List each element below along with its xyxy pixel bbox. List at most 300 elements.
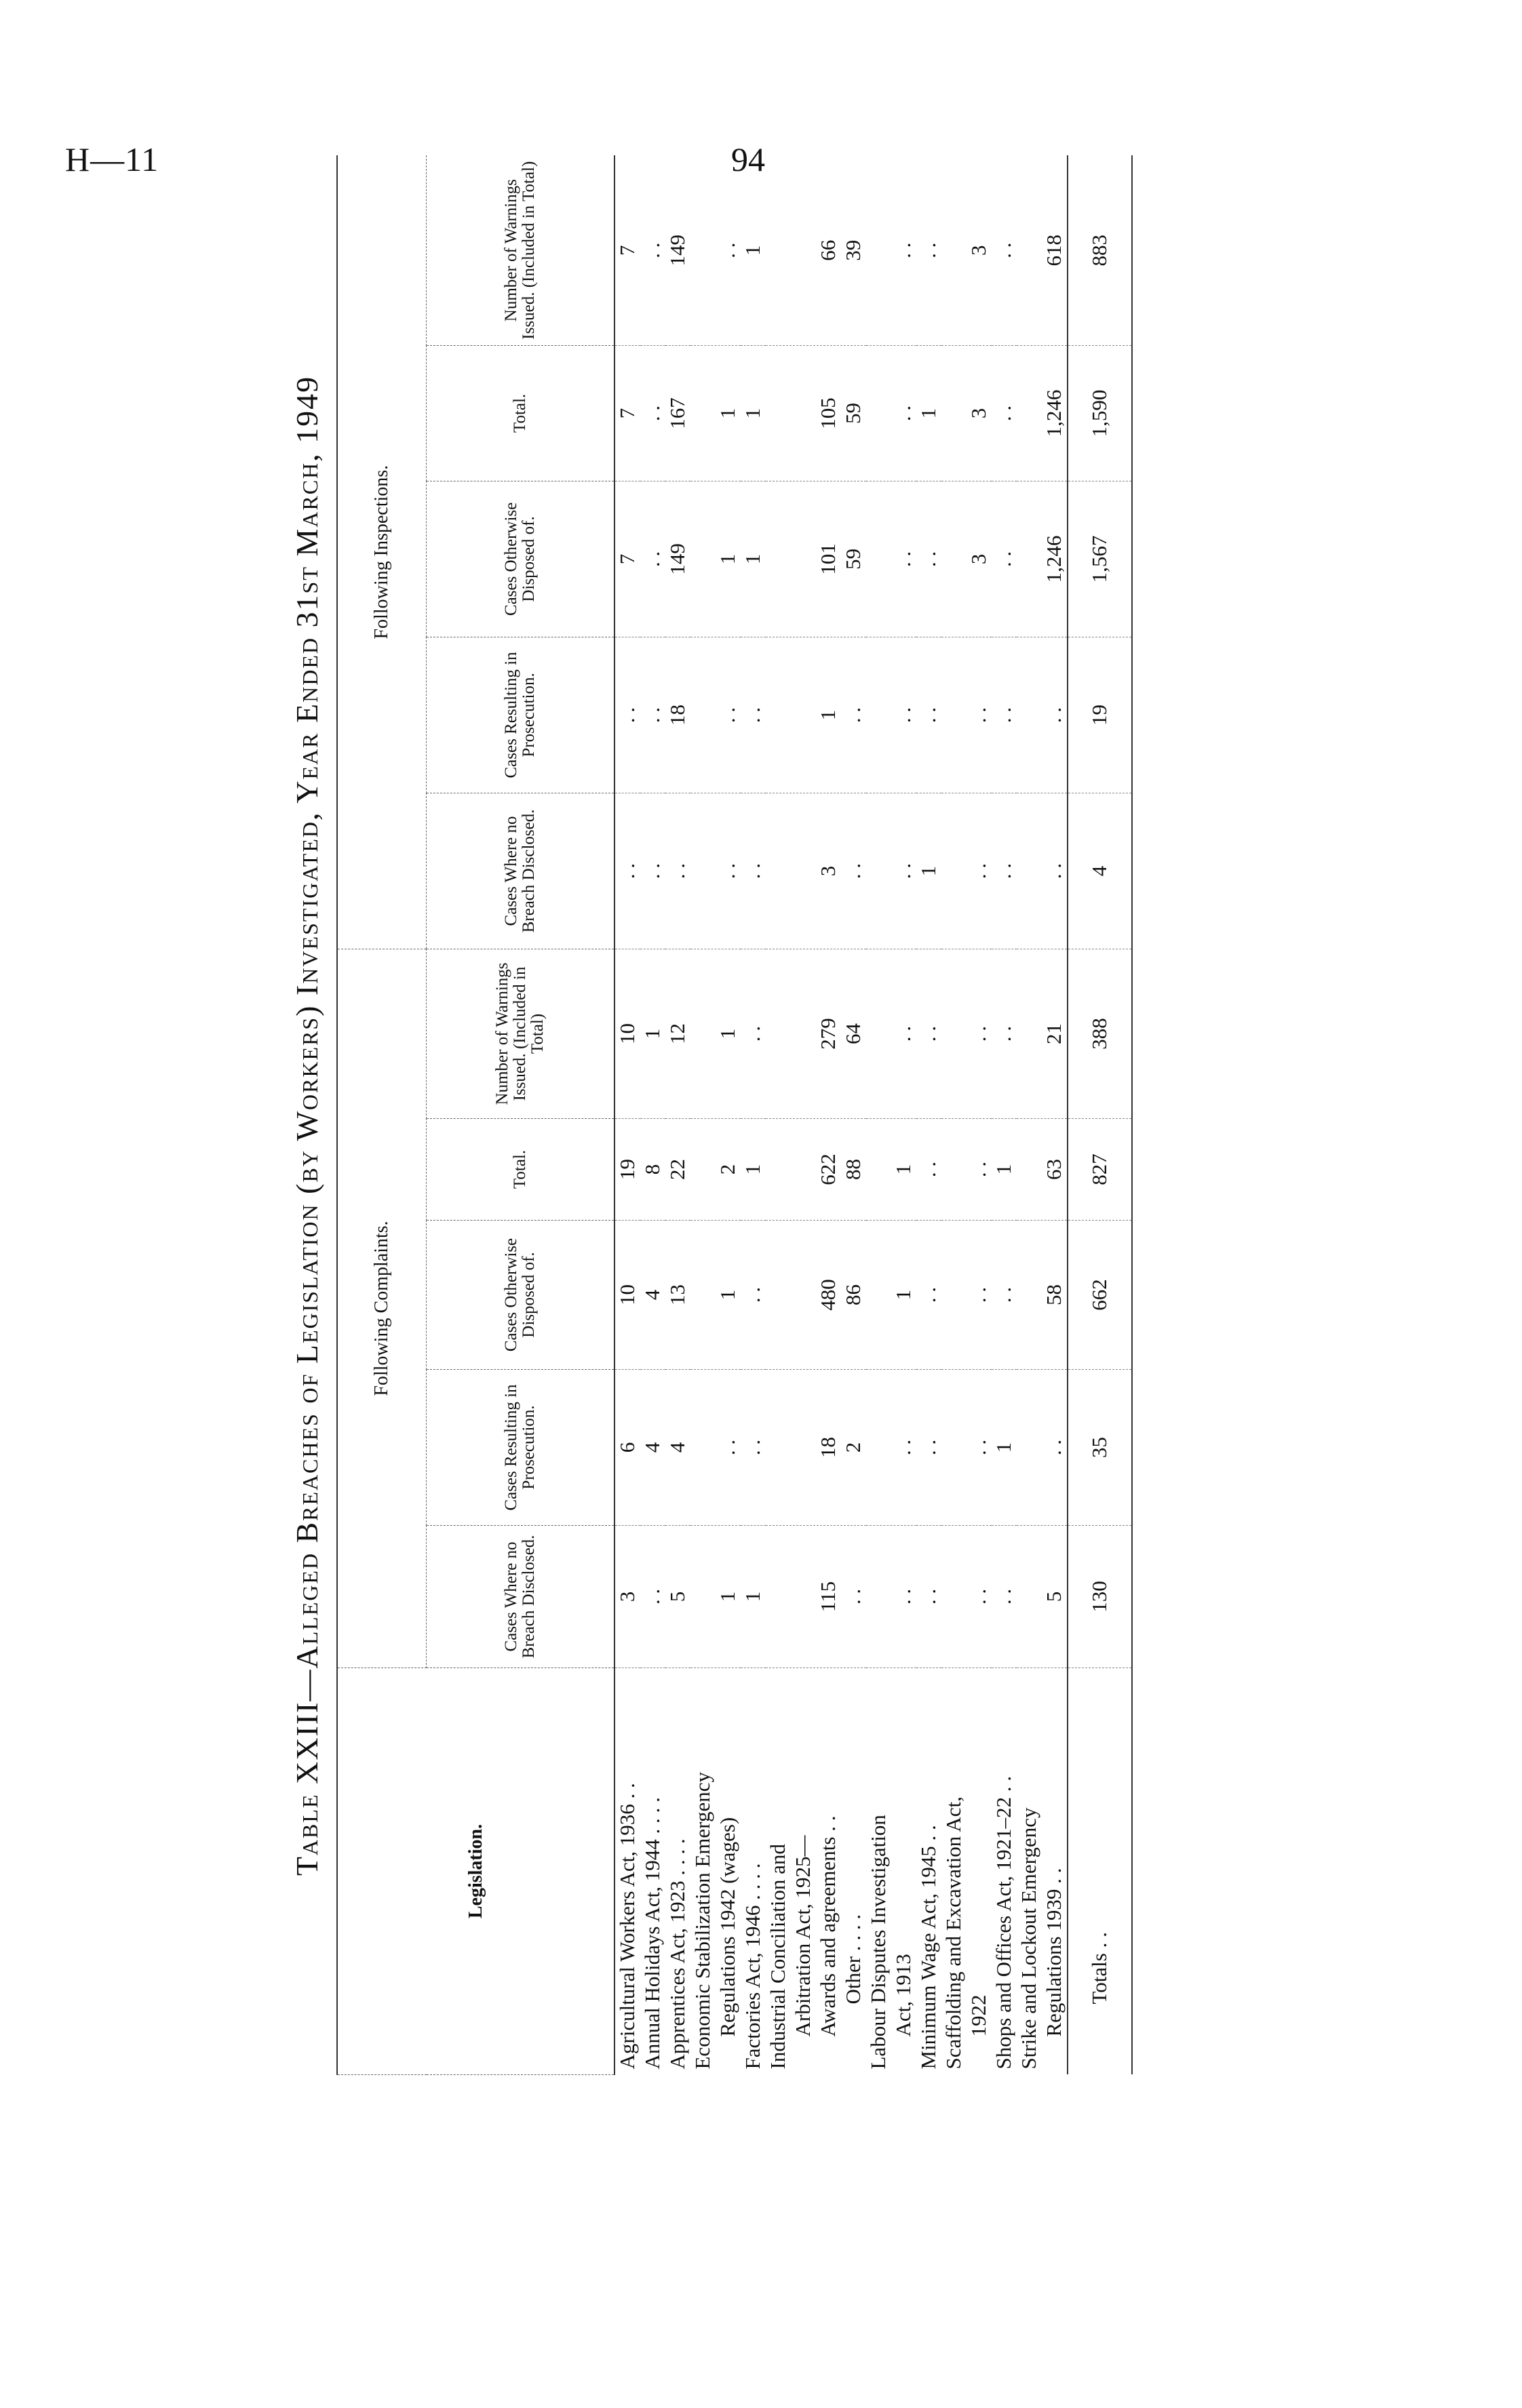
spacer bbox=[866, 159, 891, 341]
value-cell bbox=[992, 1370, 1017, 1526]
legislation-line: Factories Act, 1946 . . . . bbox=[741, 1863, 764, 2070]
spacer bbox=[866, 797, 891, 945]
value-cell bbox=[866, 345, 916, 481]
col-header: Cases Resulting in Prosecution. bbox=[427, 1370, 615, 1526]
value-cell bbox=[614, 1526, 640, 1668]
table-row bbox=[766, 155, 866, 2074]
table-row bbox=[614, 155, 640, 2074]
legislation-name bbox=[665, 1668, 690, 2075]
legislation-name bbox=[614, 1668, 640, 2075]
value-cell bbox=[665, 1370, 690, 1526]
value-cell bbox=[640, 949, 665, 1118]
value: 3 bbox=[967, 245, 990, 256]
totals-row bbox=[1068, 155, 1132, 2074]
value: . . bbox=[640, 863, 664, 880]
value: . . bbox=[640, 707, 664, 724]
value: . . bbox=[967, 1286, 990, 1303]
value-cell bbox=[741, 481, 766, 637]
value: . . bbox=[916, 551, 940, 568]
totals-cell: 388 bbox=[1068, 949, 1132, 1118]
value-cell bbox=[690, 1221, 741, 1370]
value-cell bbox=[741, 793, 766, 949]
value-cell bbox=[992, 345, 1017, 481]
value: 1 bbox=[741, 1591, 764, 1602]
value: . . bbox=[891, 863, 915, 880]
value: 13 bbox=[665, 1284, 689, 1305]
value: . . bbox=[992, 863, 1015, 880]
legislation-name bbox=[690, 1668, 741, 2075]
value: . . bbox=[640, 242, 664, 258]
value bbox=[766, 642, 791, 789]
value: 1 bbox=[741, 245, 764, 256]
value: 10 bbox=[615, 1023, 639, 1044]
value: 1 bbox=[891, 1164, 915, 1175]
value-cell bbox=[665, 155, 690, 345]
value-cell bbox=[1017, 637, 1068, 793]
value-cell bbox=[614, 481, 640, 637]
table-row bbox=[1017, 155, 1068, 2074]
value-cell bbox=[741, 1370, 766, 1526]
spacer bbox=[941, 486, 967, 633]
value: 1 bbox=[716, 408, 739, 419]
value-cell bbox=[941, 1526, 992, 1668]
value-cell bbox=[1017, 793, 1068, 949]
value: 2 bbox=[841, 1442, 865, 1453]
value: 39 bbox=[841, 239, 865, 261]
value-cell bbox=[941, 481, 992, 637]
value-cell bbox=[866, 793, 916, 949]
value: . . bbox=[741, 707, 764, 724]
value-cell bbox=[741, 1526, 766, 1668]
value: 1 bbox=[716, 1289, 739, 1301]
value-cell bbox=[614, 1370, 640, 1526]
spacer bbox=[1017, 159, 1042, 341]
value-cell bbox=[690, 345, 741, 481]
spacer bbox=[866, 486, 891, 633]
value-cell bbox=[614, 949, 640, 1118]
spacer bbox=[690, 1225, 716, 1365]
value-cell bbox=[690, 1526, 741, 1668]
legislation-line: Arbitration Act, 1925— bbox=[791, 1835, 815, 2037]
value: . . bbox=[665, 863, 689, 880]
spacer bbox=[690, 1530, 716, 1663]
value: 1 bbox=[891, 1289, 915, 1301]
value bbox=[791, 350, 816, 477]
value: 1,246 bbox=[1042, 535, 1066, 583]
spacer bbox=[690, 1123, 716, 1216]
value: 279 bbox=[816, 1018, 840, 1050]
value: . . bbox=[891, 1439, 915, 1456]
value: . . bbox=[891, 1025, 915, 1042]
value bbox=[791, 642, 816, 789]
value-cell bbox=[640, 1526, 665, 1668]
value-cell bbox=[690, 481, 741, 637]
value: . . bbox=[967, 1588, 990, 1605]
totals-cell: 19 bbox=[1068, 637, 1132, 793]
value-cell bbox=[766, 345, 866, 481]
col-header: Number of Warnings Issued. (Included in Total) bbox=[427, 949, 615, 1118]
value: 101 bbox=[816, 543, 840, 575]
value: . . bbox=[891, 405, 915, 422]
value: . . bbox=[841, 863, 865, 880]
group-header-complaints: Following Complaints. bbox=[337, 949, 427, 1667]
value: 4 bbox=[665, 1442, 689, 1453]
spacer bbox=[866, 1374, 891, 1521]
spacer bbox=[1017, 642, 1042, 789]
rotated-table-block bbox=[278, 161, 1255, 2075]
value: 105 bbox=[816, 397, 840, 429]
value-cell bbox=[992, 1119, 1017, 1221]
col-header: Number of Warnings Issued. (Included in Total) bbox=[427, 155, 615, 345]
value-cell bbox=[941, 1221, 992, 1370]
table-body bbox=[614, 155, 1068, 2074]
value: 1 bbox=[992, 1164, 1015, 1175]
value bbox=[791, 486, 816, 633]
value: 7 bbox=[615, 553, 639, 565]
spacer bbox=[1017, 953, 1042, 1114]
value-cell bbox=[614, 345, 640, 481]
value: 149 bbox=[665, 234, 689, 267]
value-cell bbox=[741, 637, 766, 793]
table-row bbox=[741, 155, 766, 2074]
legislation-name bbox=[766, 1668, 866, 2075]
value-cell bbox=[766, 949, 866, 1118]
value: 18 bbox=[816, 1437, 840, 1458]
value bbox=[766, 159, 791, 341]
spacer bbox=[1017, 1225, 1042, 1365]
col-header: Cases Otherwise Disposed of. bbox=[427, 1221, 615, 1370]
totals-cell: 35 bbox=[1068, 1370, 1132, 1526]
value: . . bbox=[992, 1286, 1015, 1303]
page-number: 94 bbox=[731, 140, 765, 178]
value-cell bbox=[1017, 1370, 1068, 1526]
value bbox=[766, 1123, 791, 1216]
legislation-line: 1922 bbox=[967, 1994, 990, 2037]
value: 167 bbox=[665, 397, 689, 429]
totals-label: Totals . . bbox=[1068, 1668, 1132, 2075]
value-cell bbox=[741, 155, 766, 345]
totals-cell: 662 bbox=[1068, 1221, 1132, 1370]
value: . . bbox=[615, 863, 639, 880]
value-cell bbox=[690, 1370, 741, 1526]
value: 149 bbox=[665, 543, 689, 575]
value bbox=[766, 486, 791, 633]
value: 64 bbox=[841, 1023, 865, 1044]
value bbox=[766, 1530, 791, 1663]
value: 63 bbox=[1042, 1159, 1066, 1180]
value bbox=[766, 953, 791, 1114]
value: 19 bbox=[615, 1159, 639, 1180]
legislation-name bbox=[1017, 1668, 1068, 2075]
value-cell bbox=[916, 481, 941, 637]
value: 8 bbox=[640, 1164, 664, 1175]
value-cell bbox=[665, 1119, 690, 1221]
table-title-text: —Alleged Breaches of Legislation (by Workers) Investigated, Year Ended 31st March, 1949 bbox=[290, 375, 324, 1701]
group-header-inspections: Following Inspections. bbox=[337, 155, 427, 949]
value-cell bbox=[741, 949, 766, 1118]
value bbox=[791, 1530, 816, 1663]
value-cell bbox=[665, 949, 690, 1118]
legislation-name bbox=[941, 1668, 992, 2075]
value-cell bbox=[741, 1221, 766, 1370]
table-row bbox=[992, 155, 1017, 2074]
value: 21 bbox=[1042, 1023, 1066, 1044]
value-cell bbox=[941, 345, 992, 481]
legislation-line: Industrial Conciliation and bbox=[766, 1844, 789, 2070]
spacer bbox=[941, 159, 967, 341]
legislation-name bbox=[741, 1668, 766, 2075]
col-header: Cases Where no Breach Disclosed. bbox=[427, 1526, 615, 1668]
value: . . bbox=[992, 1025, 1015, 1042]
value-cell bbox=[916, 1526, 941, 1668]
value: 2 bbox=[716, 1164, 739, 1175]
legislation-line: Act, 1913 bbox=[891, 1954, 915, 2037]
value-cell bbox=[1017, 1526, 1068, 1668]
value: 3 bbox=[615, 1591, 639, 1602]
value: 12 bbox=[665, 1023, 689, 1044]
value bbox=[766, 797, 791, 945]
legislation-line: Apprentices Act, 1923 . . . . bbox=[665, 1838, 689, 2070]
value: 1 bbox=[741, 408, 764, 419]
value: . . bbox=[640, 1588, 664, 1605]
value: 7 bbox=[615, 408, 639, 419]
value: 88 bbox=[841, 1159, 865, 1180]
spacer bbox=[690, 642, 716, 789]
value: . . bbox=[640, 551, 664, 568]
spacer bbox=[866, 953, 891, 1114]
value-cell bbox=[992, 1221, 1017, 1370]
legislation-line: Awards and agreements . . bbox=[816, 1815, 840, 2037]
spacer bbox=[866, 350, 891, 477]
value: . . bbox=[891, 707, 915, 724]
legislation-name bbox=[916, 1668, 941, 2075]
legislation-line: Annual Holidays Act, 1944 . . . . bbox=[640, 1797, 664, 2070]
value-cell bbox=[766, 793, 866, 949]
spacer bbox=[690, 797, 716, 945]
value: 1 bbox=[816, 709, 840, 721]
value-cell bbox=[614, 155, 640, 345]
value-cell bbox=[766, 1526, 866, 1668]
value-cell bbox=[665, 637, 690, 793]
value-cell bbox=[1017, 155, 1068, 345]
value-cell bbox=[941, 637, 992, 793]
legislation-line: Agricultural Workers Act, 1936 . . bbox=[615, 1783, 639, 2070]
breaches-table bbox=[336, 155, 1133, 2075]
value-cell bbox=[866, 949, 916, 1118]
value: . . bbox=[891, 551, 915, 568]
value: . . bbox=[741, 1439, 764, 1456]
value: . . bbox=[992, 405, 1015, 422]
value-cell bbox=[665, 1221, 690, 1370]
value-cell bbox=[766, 155, 866, 345]
value-cell bbox=[614, 637, 640, 793]
value-cell bbox=[916, 1119, 941, 1221]
value-cell bbox=[640, 1119, 665, 1221]
value-cell bbox=[866, 481, 916, 637]
value bbox=[791, 797, 816, 945]
table-title-label: Table XXIII bbox=[290, 1701, 324, 1876]
value-cell bbox=[690, 637, 741, 793]
value: . . bbox=[916, 1161, 940, 1178]
totals-cell: 1,590 bbox=[1068, 345, 1132, 481]
legislation-name bbox=[992, 1668, 1017, 2075]
spacer bbox=[1017, 1530, 1042, 1663]
table-row bbox=[690, 155, 741, 2074]
value-cell bbox=[916, 155, 941, 345]
value-cell bbox=[992, 949, 1017, 1118]
value-cell bbox=[614, 793, 640, 949]
value: . . bbox=[916, 1025, 940, 1042]
value: . . bbox=[916, 707, 940, 724]
value bbox=[791, 1123, 816, 1216]
value: 1 bbox=[741, 1164, 764, 1175]
value bbox=[791, 1225, 816, 1365]
spacer bbox=[690, 486, 716, 633]
legislation-line: Regulations 1939 . . bbox=[1042, 1868, 1066, 2037]
value bbox=[766, 1225, 791, 1365]
spacer bbox=[690, 953, 716, 1114]
value-cell bbox=[916, 793, 941, 949]
value: 1 bbox=[741, 553, 764, 565]
value: 1 bbox=[716, 1591, 739, 1602]
value: . . bbox=[967, 863, 990, 880]
value bbox=[791, 159, 816, 341]
value-cell bbox=[992, 481, 1017, 637]
value: . . bbox=[967, 1025, 990, 1042]
value: 480 bbox=[816, 1279, 840, 1311]
table-row bbox=[665, 155, 690, 2074]
legislation-line: Regulations 1942 (wages) bbox=[716, 1817, 739, 2037]
spacer bbox=[941, 350, 967, 477]
value-cell bbox=[741, 345, 766, 481]
value-cell bbox=[640, 345, 665, 481]
spacer bbox=[1017, 1123, 1042, 1216]
totals-cell: 130 bbox=[1068, 1526, 1132, 1668]
spacer bbox=[1017, 1374, 1042, 1521]
value: . . bbox=[841, 707, 865, 724]
value bbox=[791, 953, 816, 1114]
value bbox=[766, 1374, 791, 1521]
col-header: Cases Resulting in Prosecution. bbox=[427, 637, 615, 793]
value: . . bbox=[992, 1588, 1015, 1605]
value-cell bbox=[916, 949, 941, 1118]
value-cell bbox=[665, 1526, 690, 1668]
value: 1 bbox=[916, 865, 940, 877]
value-cell bbox=[614, 1221, 640, 1370]
spacer bbox=[1017, 797, 1042, 945]
legislation-line: Labour Disputes Investigation bbox=[866, 1815, 890, 2070]
value: 4 bbox=[640, 1289, 664, 1301]
value-cell bbox=[941, 155, 992, 345]
value-cell bbox=[916, 345, 941, 481]
spacer bbox=[866, 1225, 891, 1365]
value: . . bbox=[992, 707, 1015, 724]
value: 18 bbox=[665, 704, 689, 726]
value: . . bbox=[891, 242, 915, 258]
spacer bbox=[866, 642, 891, 789]
value: 618 bbox=[1042, 234, 1066, 267]
col-header: Total. bbox=[427, 1119, 615, 1221]
spacer bbox=[690, 350, 716, 477]
legislation-line: Minimum Wage Act, 1945 . . bbox=[916, 1825, 940, 2070]
col-header: Cases Otherwise Disposed of. bbox=[427, 481, 615, 637]
value-cell bbox=[640, 1370, 665, 1526]
group-header-row bbox=[337, 155, 427, 2074]
value: . . bbox=[967, 707, 990, 724]
spacer bbox=[941, 953, 967, 1114]
value-cell bbox=[992, 793, 1017, 949]
table-row bbox=[916, 155, 941, 2074]
spacer bbox=[1017, 350, 1042, 477]
value: 6 bbox=[615, 1442, 639, 1453]
value: 10 bbox=[615, 1284, 639, 1305]
value: 86 bbox=[841, 1284, 865, 1305]
spacer bbox=[941, 1530, 967, 1663]
value-cell bbox=[866, 1370, 916, 1526]
value: 59 bbox=[841, 548, 865, 570]
table-row bbox=[640, 155, 665, 2074]
value-cell bbox=[640, 1221, 665, 1370]
value: 7 bbox=[615, 245, 639, 256]
value-cell bbox=[1017, 1119, 1068, 1221]
spacer bbox=[866, 1530, 891, 1663]
value: . . bbox=[967, 1161, 990, 1178]
value-cell bbox=[640, 637, 665, 793]
value: . . bbox=[615, 707, 639, 724]
value: 3 bbox=[967, 553, 990, 565]
value-cell bbox=[665, 481, 690, 637]
value: 1 bbox=[992, 1442, 1015, 1453]
value: 22 bbox=[665, 1159, 689, 1180]
totals-cell: 883 bbox=[1068, 155, 1132, 345]
value-cell bbox=[866, 637, 916, 793]
value-cell bbox=[1017, 345, 1068, 481]
value bbox=[791, 1374, 816, 1521]
value-cell bbox=[941, 793, 992, 949]
value-cell bbox=[941, 949, 992, 1118]
value: 4 bbox=[640, 1442, 664, 1453]
value-cell bbox=[992, 637, 1017, 793]
totals-cell: 827 bbox=[1068, 1119, 1132, 1221]
value-cell bbox=[614, 1119, 640, 1221]
value: 1 bbox=[716, 553, 739, 565]
value: . . bbox=[916, 1588, 940, 1605]
value: 5 bbox=[1042, 1591, 1066, 1602]
value-cell bbox=[665, 793, 690, 949]
value: . . bbox=[967, 1439, 990, 1456]
value-cell bbox=[866, 1119, 916, 1221]
value-cell bbox=[690, 793, 741, 949]
value: . . bbox=[716, 242, 739, 258]
value: 66 bbox=[816, 239, 840, 261]
value-cell bbox=[1017, 1221, 1068, 1370]
document-reference: H—11 bbox=[65, 140, 159, 178]
legislation-line: Other . . . . bbox=[841, 1914, 865, 2005]
value-cell bbox=[766, 1221, 866, 1370]
value: . . bbox=[741, 1286, 764, 1303]
spacer bbox=[1017, 486, 1042, 633]
value bbox=[766, 350, 791, 477]
value-cell bbox=[1017, 949, 1068, 1118]
value-cell bbox=[992, 155, 1017, 345]
value: 115 bbox=[816, 1581, 840, 1613]
value-cell bbox=[640, 481, 665, 637]
value: 1,246 bbox=[1042, 389, 1066, 437]
legislation-name bbox=[640, 1668, 665, 2075]
totals-cell: 1,567 bbox=[1068, 481, 1132, 637]
value: . . bbox=[716, 1439, 739, 1456]
value-cell bbox=[766, 637, 866, 793]
